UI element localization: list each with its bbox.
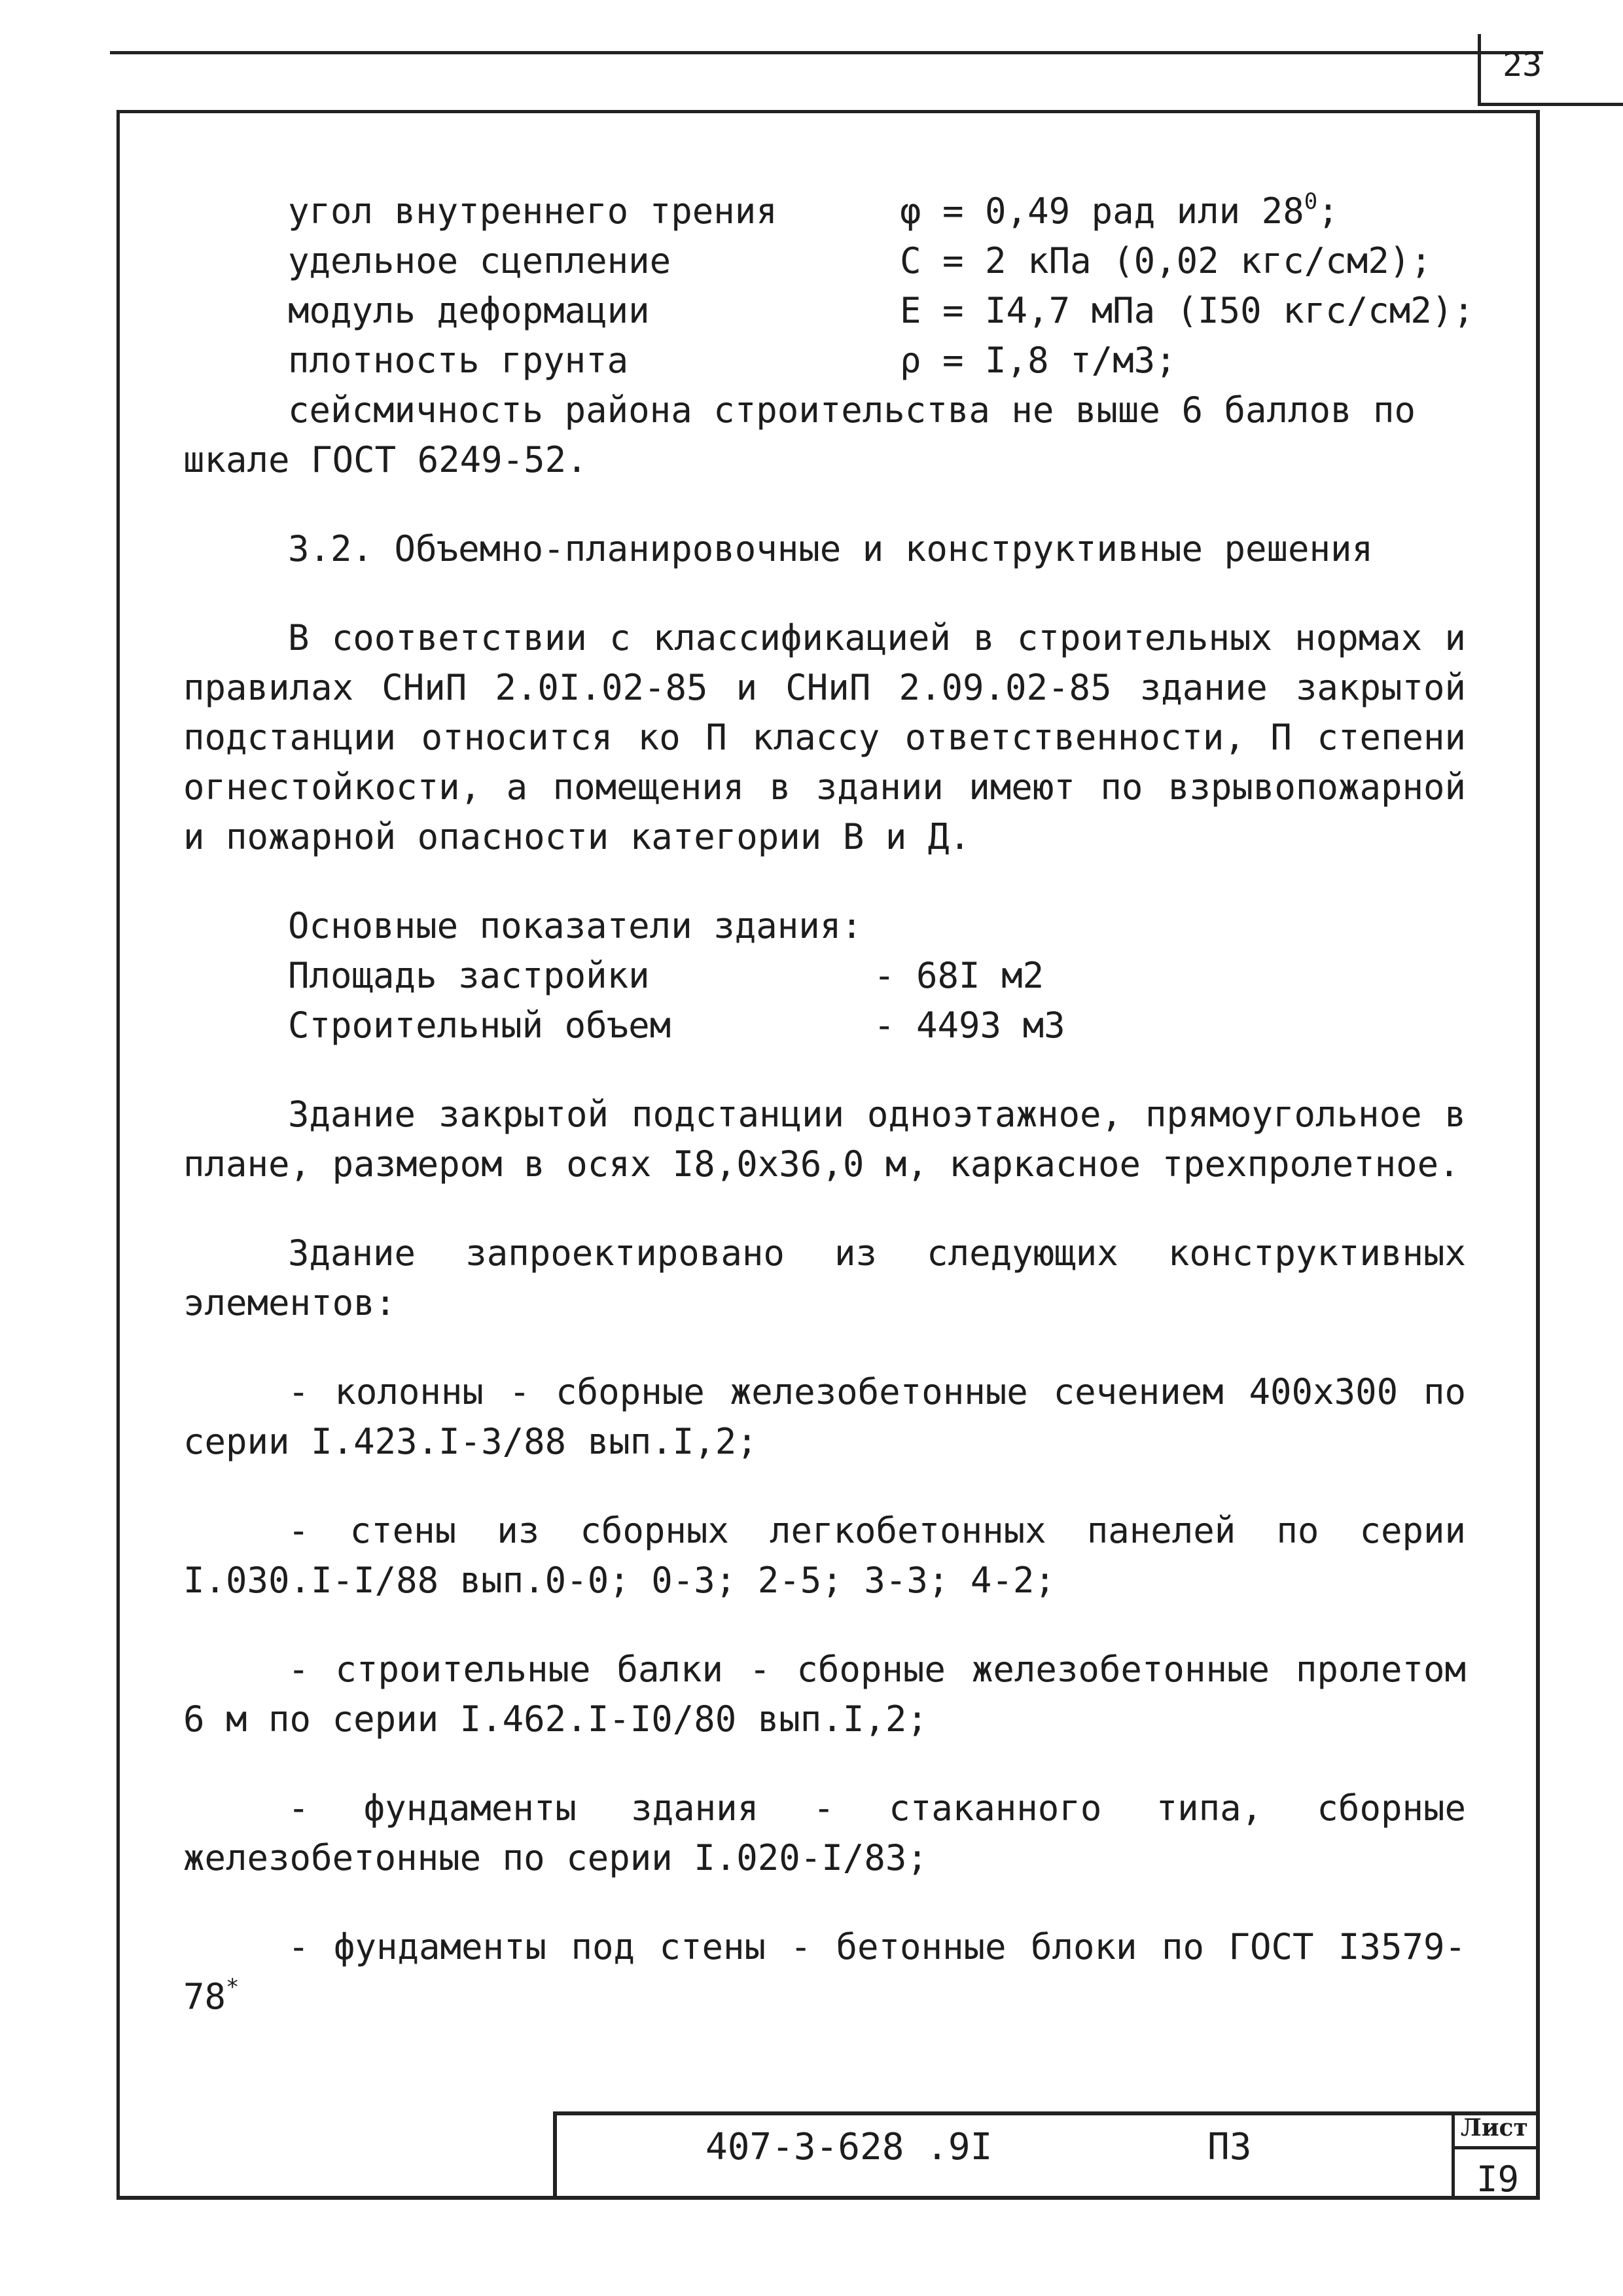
soil-property-row: угол внутреннего трения φ = 0,49 рад или $28^0$; [288,188,1339,232]
seismic-line-1: сейсмичность района строительства не выше 6 баллов по [288,389,1416,431]
soil-property-row: плотность грунта ρ = I,8 т/м3; [288,340,1177,381]
document-type: ПЗ [1207,2126,1252,2168]
paragraph-elements-intro: Здание запроектировано из следующих конструктивных элементов: [183,1232,1466,1323]
paragraph-building: Здание закрытой подстанции одноэтажное, прямоугольное в плане, размером в осях I8,0х36,0 м, каркасное трехпролетное. [183,1094,1466,1185]
soil-properties [183,187,1474,386]
indicators-title: Основные показатели здания: [288,905,863,946]
element-item-last: - фундаменты под стены - бетонные блоки по ГОСТ I3579-78* [183,1926,1466,2017]
sheet-number: I9 [1476,2159,1520,2200]
soil-property-row: удельное сцепление С = 2 кПа (0,02 кгс/см2); [288,240,1432,281]
indicator-row: Площадь застройки - 68I м2 [288,955,1044,996]
section-heading: 3.2. Объемно-планировочные и конструктивные решения [288,528,1374,569]
top-rule [110,51,1543,54]
element-item: - строительные балки - сборные железобетонные пролетом 6 м по серии I.462.I-I0/80 вып.I,2; [183,1649,1466,1740]
soil-property-row: модуль деформации Е = I4,7 мПа (I50 кгс/см2); [288,290,1474,331]
sheet-label: Лист [1461,2114,1528,2142]
element-item: - колонны - сборные железобетонные сечением 400х300 по серии I.423.I-3/88 вып.I,2; [183,1371,1466,1462]
document-code: 407-3-628 .9I [705,2126,993,2168]
indicator-row: Строительный объем - 4493 м3 [288,1005,1065,1046]
document-body [183,187,1474,2022]
element-item: - фундаменты здания - стаканного типа, сборные железобетонные по серии I.020-I/83; [183,1787,1466,1878]
seismic-line-2: шкале ГОСТ 6249-52. [183,439,588,480]
element-item: - стены из сборных легкобетонных панелей по серии I.030.I-I/88 вып.0-0; 0-3; 2-5; 3-3; 4-2; [183,1510,1466,1601]
page-number-box [1478,34,1623,106]
paragraph-classification: В соответствии с классификацией в строительных нормах и правилах СНиП 2.0I.02-85 и СНиП 2.09.02-85 здание закрытой подстанции относится ко П классу ответственности, П степени огнестойкости, а помещения в здании имеют по взрывопожарной и пожарной опасности категории В и Д. [183,617,1466,857]
page-number: 23 [1503,46,1543,84]
title-block [553,2111,1540,2200]
